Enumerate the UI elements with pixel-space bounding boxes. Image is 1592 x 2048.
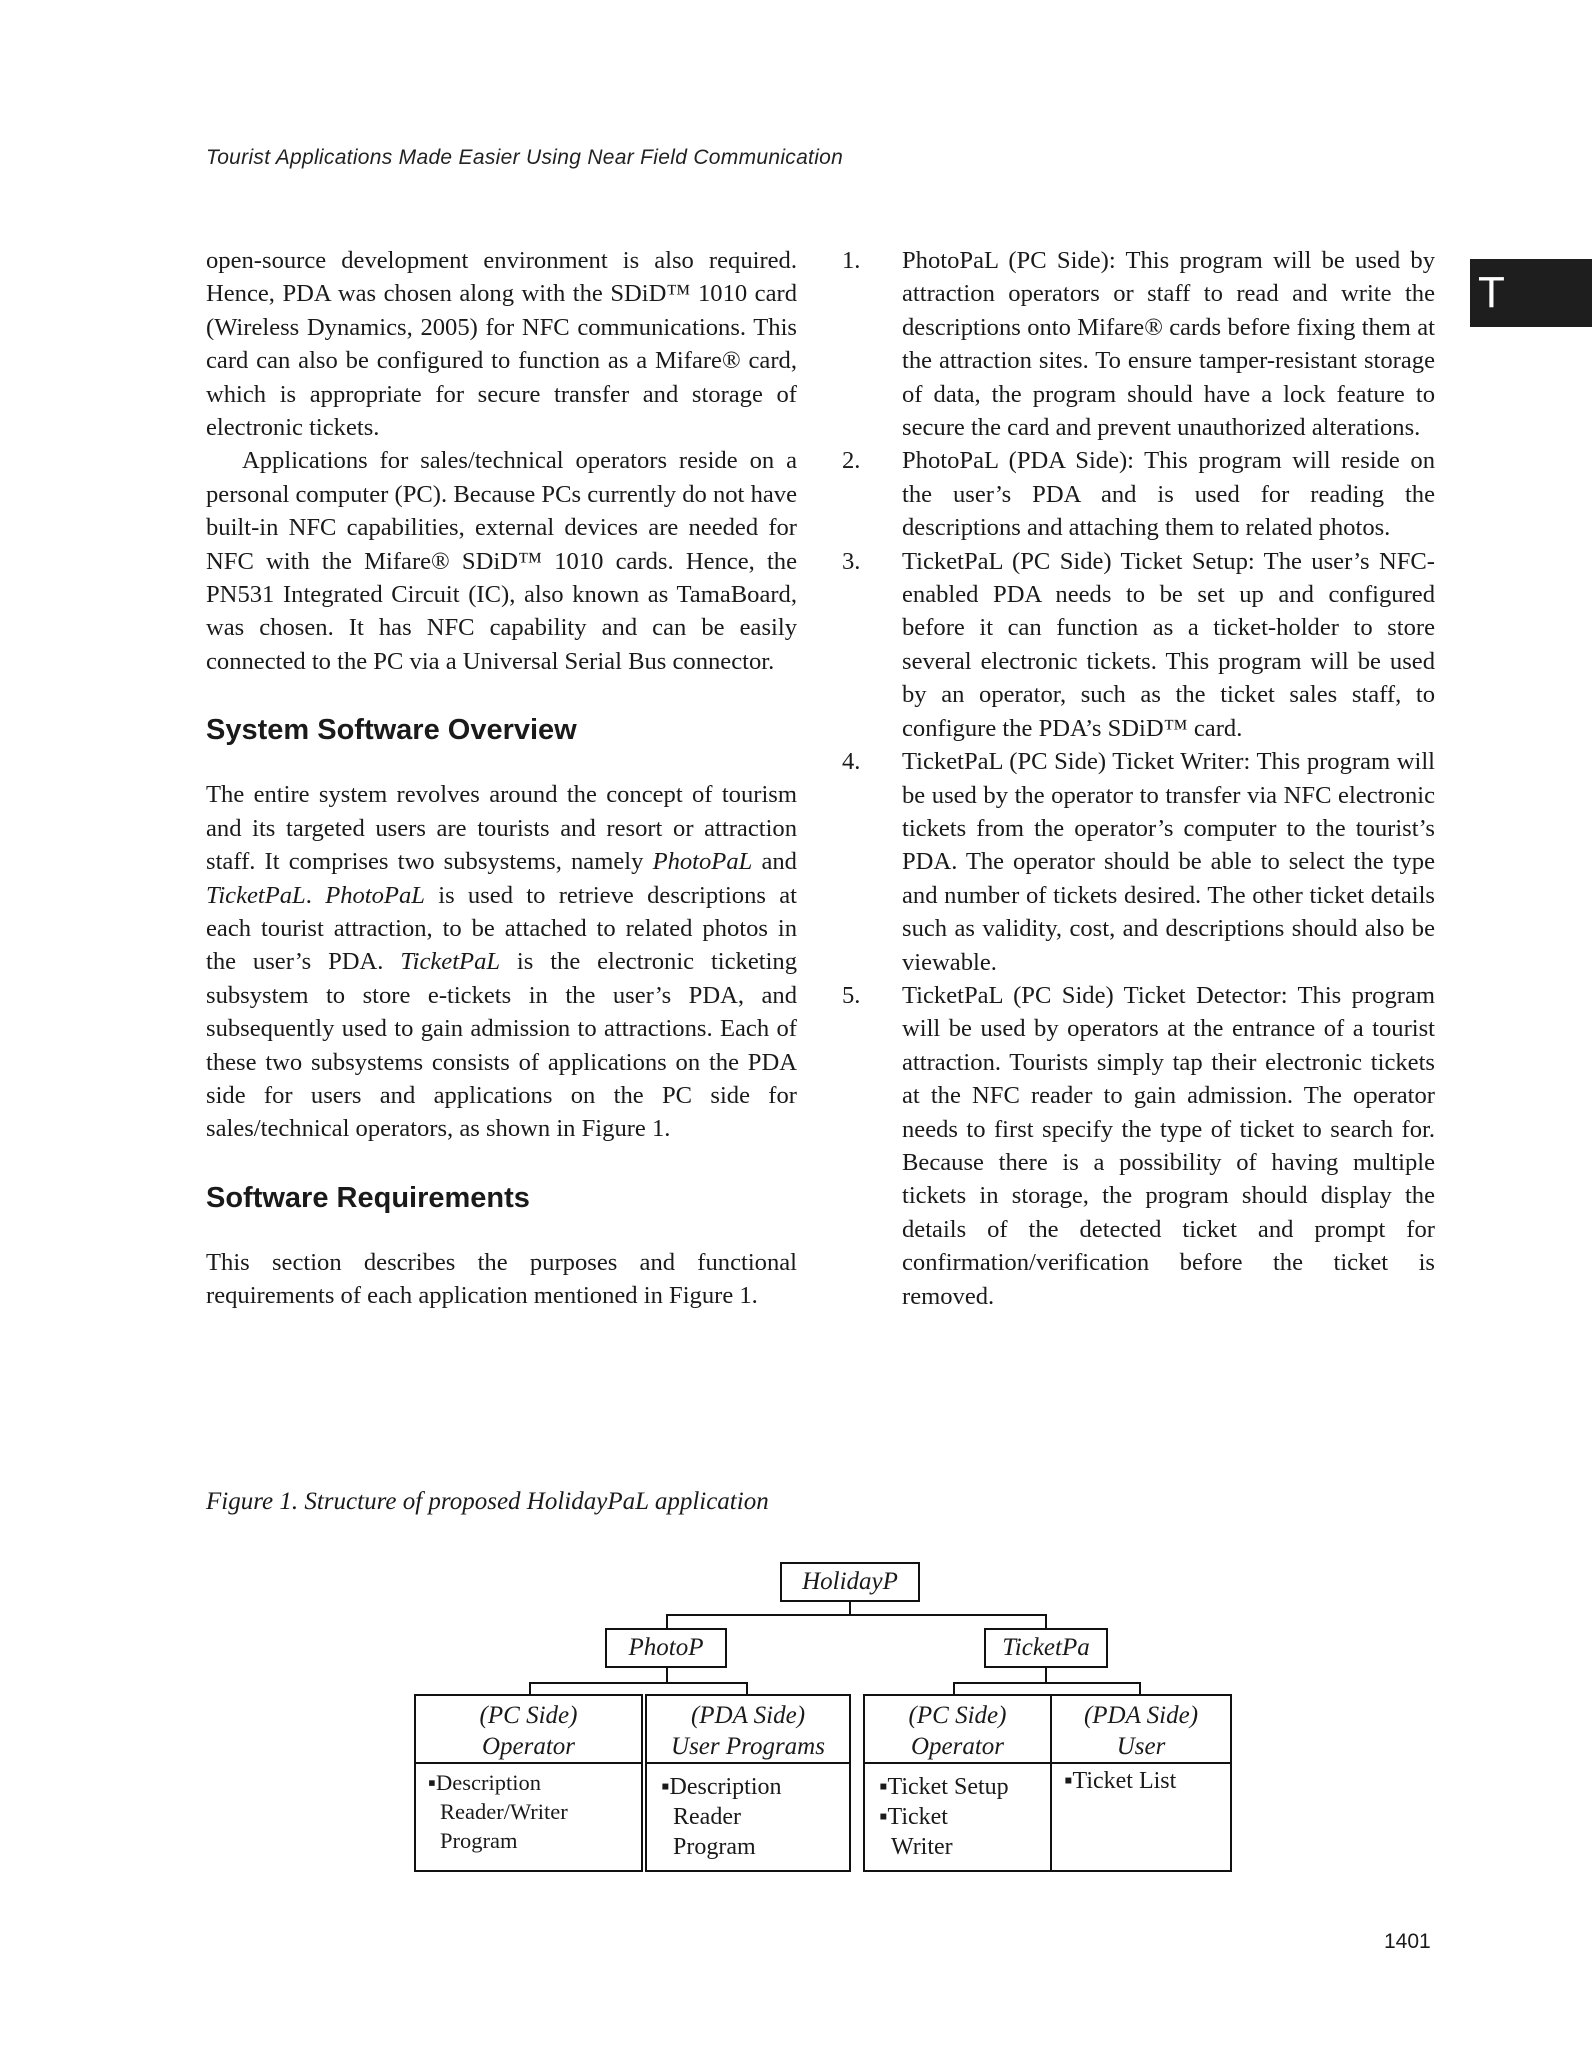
diagram-branch-photopal: PhotoP bbox=[605, 1628, 727, 1668]
diagram-root-box: HolidayP bbox=[780, 1562, 920, 1602]
thumb-tab: T bbox=[1470, 259, 1592, 327]
leaf-item: Program bbox=[440, 1828, 518, 1853]
leaf-side-label: (PC Side) bbox=[908, 1702, 1007, 1729]
leaf-user-label: User bbox=[1116, 1733, 1166, 1760]
leaf-divider bbox=[416, 1762, 641, 1764]
leaf-divider bbox=[647, 1762, 849, 1764]
connector bbox=[1045, 1668, 1047, 1683]
requirement-item: 2. PhotoPaL (PDA Side): This program will reside on the user’s PDA and is used for reading the descriptions and attaching them to related photos. bbox=[842, 447, 1435, 542]
leaf-user-label: Operator bbox=[481, 1733, 576, 1760]
connector bbox=[529, 1682, 748, 1684]
heading-system-software-overview: System Software Overview bbox=[206, 714, 577, 747]
leaf-side-label: (PC Side) bbox=[479, 1702, 578, 1729]
requirement-item: 3. TicketPaL (PC Side) Ticket Setup: The user’s NFC-enabled PDA needs to be set up and configured before it can function as a ticket-holder to store several electronic tickets. This program will be used by an operator, such as the ticket sales staff, to configure the PDA’s SDiD™ card. bbox=[842, 547, 1435, 742]
leaf-item: ▪Ticket bbox=[879, 1804, 948, 1830]
paragraph-requirements-intro: This section describes the purposes and functional requirements of each application mentioned in Figure 1. bbox=[206, 1248, 797, 1310]
leaf-item: ▪Ticket List bbox=[1064, 1768, 1177, 1794]
running-head: Tourist Applications Made Easier Using Near Field Communication bbox=[206, 146, 844, 169]
leaf-item: Reader/Writer bbox=[440, 1799, 568, 1824]
diagram-leaf-photopal-pda bbox=[645, 1694, 851, 1872]
page-number: 1401 bbox=[1384, 1930, 1431, 1953]
leaf-item: Reader bbox=[673, 1804, 741, 1830]
paragraph-hardware-pc: Applications for sales/technical operators reside on a personal computer (PC). Because PCs currently do not have built-in NFC capabilities, external devices are needed for NFC with the Mifare® SDiD™ 1010 cards. Hence, the PN531 Integrated Circuit (IC), also known as TamaBoard, was chosen. It has NFC capability and can be easily connected to the PC via a Universal Serial Bus connector. bbox=[206, 447, 797, 675]
connector bbox=[1045, 1614, 1047, 1628]
leaf-item: ▪Description bbox=[661, 1774, 782, 1800]
requirement-item: 1. PhotoPaL (PC Side): This program will be used by attraction operators or staff to read and write the descriptions onto Mifare® cards before fixing them at the attraction sites. To ensure tamper-resistant storage of data, the program should have a lock feature to secure the card and prevent unauthorized alterations. bbox=[842, 247, 1435, 442]
diagram-leaf-ticketpal-pda bbox=[1050, 1694, 1232, 1872]
leaf-item: Program bbox=[673, 1834, 756, 1860]
diagram-branch-ticketpal: TicketPa bbox=[984, 1628, 1108, 1668]
diagram-leaf-photopal-pc bbox=[414, 1694, 643, 1872]
connector bbox=[666, 1614, 1047, 1616]
connector bbox=[666, 1668, 668, 1683]
leaf-divider bbox=[865, 1762, 1050, 1764]
leaf-user-label: Operator bbox=[910, 1733, 1005, 1760]
requirement-item: 4. TicketPaL (PC Side) Ticket Writer: This program will be used by the operator to transfer via NFC electronic tickets from the operator’s computer to the tourist’s PDA. The operator should be able to select the type and number of tickets desired. The other ticket details such as validity, cost, and descriptions should also be viewable. bbox=[842, 748, 1435, 976]
paragraph-system-overview: The entire system revolves around the concept of tourism and its targeted users are tourists and resort or attraction staff. It comprises two subsystems, namely PhotoPaL and TicketPaL. PhotoPaL is used to retrieve descriptions at each tourist attraction, to be attached to related photos in the user’s PDA. TicketPaL is the electronic ticketing subsystem to store e-tickets in the user’s PDA, and subsequently used to gain admission to attractions. Each of these two subsystems consists of applications on the PDA side for users and applications on the PC side for sales/technical operators, as shown in Figure 1. bbox=[206, 781, 798, 1143]
leaf-divider bbox=[1052, 1762, 1230, 1764]
paragraph-hardware-pda: open-source development environment is also required. Hence, PDA was chosen along with the SDiD™ 1010 card (Wireless Dynamics, 2005) for NFC communications. This card can also be configured to function as a Mifare® card, which is appropriate for secure transfer and storage of electronic tickets. bbox=[206, 247, 797, 442]
requirement-item: 5. TicketPaL (PC Side) Ticket Detector: This program will be used by operators at the entrance of a tourist attraction. Tourists simply tap their electronic tickets at the NFC reader to gain admission. The operator needs to first specify the type of ticket to search for. Because there is a possibility of having multiple tickets in storage, the program should display the details of the detected ticket and prompt for confirmation/verification before the ticket is removed. bbox=[842, 981, 1435, 1310]
leaf-side-label: (PDA Side) bbox=[1083, 1702, 1199, 1729]
diagram-leaf-ticketpal-pc bbox=[863, 1694, 1052, 1872]
connector bbox=[666, 1614, 668, 1628]
heading-software-requirements: Software Requirements bbox=[206, 1181, 530, 1214]
leaf-item: ▪Ticket Setup bbox=[879, 1774, 1009, 1800]
leaf-item: Writer bbox=[891, 1834, 953, 1860]
leaf-item: ▪Description bbox=[428, 1770, 541, 1795]
figure-caption: Figure 1. Structure of proposed HolidayPaL application bbox=[206, 1488, 769, 1515]
connector bbox=[953, 1682, 1141, 1684]
leaf-side-label: (PDA Side) bbox=[690, 1702, 806, 1729]
leaf-user-label: User Programs bbox=[671, 1733, 825, 1760]
